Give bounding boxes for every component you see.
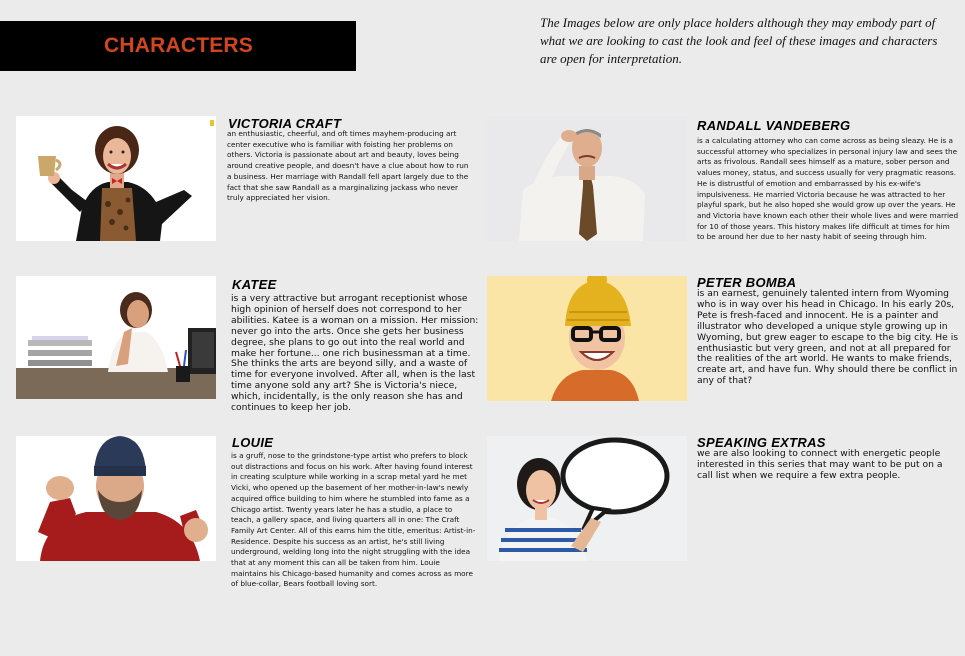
katee-photo <box>16 276 216 399</box>
character-name: PETER BOMBA <box>697 275 797 290</box>
character-description: is a very attractive but arrogant receptionist whose high opinion of herself does not correspond to her abilities. Katee is a woman on a mission. Her mission: never go into the arts. Once she gets her business degree, she plans to go out into the real world and make her fortune... one rich businessman at a time. She thinks the arts are beyond silly, and a waste of time for everyone involved. After all, when is the last time anyone sold any art? She is Victoria's niece, which, incidentally, is the only reason she has and continues to keep her job. <box>231 293 479 414</box>
victoria-photo <box>16 116 216 241</box>
louie-photo <box>16 436 216 561</box>
character-name: KATEE <box>232 277 277 292</box>
randall-photo <box>487 116 687 241</box>
character-name: LOUIE <box>232 435 274 450</box>
header-banner <box>0 21 356 71</box>
character-description: we are also looking to connect with energetic people interested in this series that may want to be put on a call list when we require a few extra people. <box>697 448 943 481</box>
page-title: CHARACTERS <box>104 34 253 57</box>
character-description: is a gruff, nose to the grindstone-type artist who prefers to block out distractions and focus on his work. After having found interest in creating sculpture while working in a scrap metal yard he met Vicki, who opened up the basement of her mother-in-law's newly acquired office building to him where he stumbled into fame as a Chicago artist. Twenty years later he has a studio, a place to teach, a gallery space, and living quarters all in one: The Craft Family Art Center. All of this earns him the title, emeritus: Artist-in-Residence. Despite his success as an artist, he's still living underground, welding long into the night struggling with the idea that at any moment this can all be taken from him. Louie maintains his Chicago-based humanity and comes across as more of blue-collar, Bears football loving sort. <box>231 451 476 589</box>
intro-text: The Images below are only place holders although they may embody part of what we are looking to cast the look and feel of these images and characters are open for interpretation. <box>540 15 938 66</box>
peter-photo <box>487 276 687 401</box>
character-name: RANDALL VANDEBERG <box>697 118 851 133</box>
character-description: is an earnest, genuinely talented intern from Wyoming who is in way over his head in Chicago. In his early 20s, Pete is fresh-faced and innocent. He is a painter and illustrator who developed a unique style growing up in Wyoming, but grew eager to escape to the big city. He is enthusiastic but very green, and not at all prepared for the realities of the art world. He wants to make friends, create art, and have fun. Why should there be conflict in any of that? <box>697 288 959 387</box>
extras-photo <box>487 436 687 561</box>
character-name: VICTORIA CRAFT <box>228 116 342 131</box>
character-description: is a calculating attorney who can come across as being sleazy. He is a successful attorney who specializes in personal injury law and sees the arts as frivolous. Randall sees himself as a mature, sober person and values money, status, and success usually for very pragmatic reasons. He is distrustful of emotion and embarrassed by his ex-wife's impulsiveness. He married Victoria because he was attracted to her playful spark, but he also hoped she would grow up over the years. He and Victoria have known each other their whole lives and were married for 10 of those years. This history makes life difficult at times for him to be around her due to her nasty habit of seeing through him. <box>697 136 959 242</box>
character-description: an enthusiastic, cheerful, and oft times mayhem-producing art center executive who is familiar with foisting her problems on others. Victoria is passionate about art and beauty, loves being around creative people, and doesn't have a clue about how to run a business. Her marriage with Randall fell apart largely due to the fact that she saw Randall as a marginalizing jackass who never truly appreciated her vision. <box>227 129 469 203</box>
character-name: SPEAKING EXTRAS <box>697 435 826 450</box>
